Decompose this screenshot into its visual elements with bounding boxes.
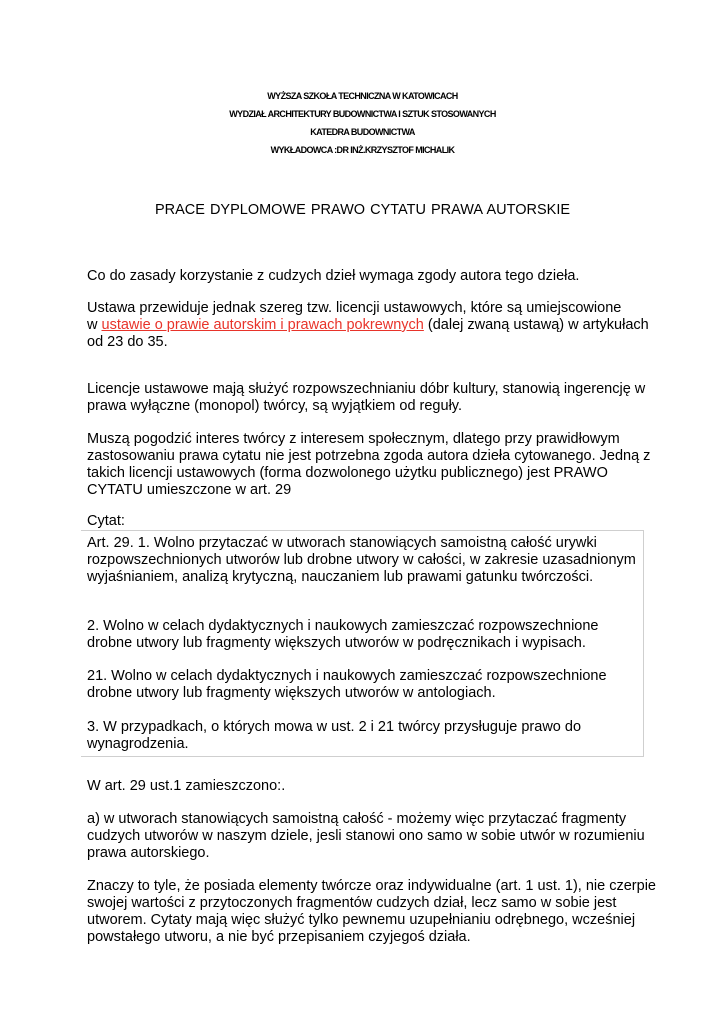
quote-label: Cytat: xyxy=(87,513,125,529)
paragraph-art-29-intro: W art. 29 ust.1 zamieszczono:. xyxy=(87,778,286,794)
paragraph-text: Ustawa przewiduje jednak szereg tzw. licencji ustawowych, które są umiejscowione xyxy=(87,300,622,316)
quote-art-29-2: 2. Wolno w celach dydaktycznych i naukowych zamieszczać rozpowszechnione drobne utwory lub fragmenty większych utworów w podręcznikach i wypisach. xyxy=(87,618,599,651)
paragraph-consent: Co do zasady korzystanie z cudzych dzieł wymaga zgody autora tego dzieła. xyxy=(87,268,580,284)
paragraph-text: (dalej zwaną ustawą) w artykułach od 23 do 35. xyxy=(87,317,649,350)
quote-art-29-21: 21. Wolno w celach dydaktycznych i naukowych zamieszczać rozpowszechnione drobne utwory lub fragmenty większych utworów w antologiach. xyxy=(87,668,607,701)
paragraph-statutory-licences xyxy=(87,300,667,351)
header-university: WYŻSZA SZKOŁA TECHNICZNA W KATOWICACH xyxy=(267,91,458,101)
copyright-act-link[interactable]: ustawie o prawie autorskim i prawach pokrewnych xyxy=(101,317,424,333)
paragraph-public-interest: Muszą pogodzić interes twórcy z interesem społecznym, dlatego przy prawidłowym zastosowaniu prawa cytatu nie jest potrzebna zgoda autora dzieła cytowanego. Jedną z takich licencji ustawowych (forma dozwolonego użytku publicznego) jest PRAWO CYTATU umieszczone w art. 29 xyxy=(87,431,651,498)
document-title: PRACE DYPLOMOWE PRAWO CYTATU PRAWA AUTORSKIE xyxy=(154,202,571,218)
header-department: KATEDRA BUDOWNICTWA xyxy=(310,127,415,137)
quote-art-29-1: Art. 29. 1. Wolno przytaczać w utworach stanowiących samoistną całość urywki rozpowszechnionych utworów lub drobne utwory w całości, w zakresie uzasadnionym wyjaśnianiem, analizą krytyczną, nauczaniem lub prawami gatunku twórczości. xyxy=(87,535,636,585)
paragraph-explanation: Znaczy to tyle, że posiada elementy twórcze oraz indywidualne (art. 1 ust. 1), nie czerpie swojej wartości z przytoczonych fragmentów cudzych dział, lecz samo w sobie jest utworem. Cytaty mają więc służyć tylko pewnemu uzupełnianiu odrębnego, wcześniej powstałego utworu, a nie być przepisaniem czyjegoś działa. xyxy=(87,878,656,945)
quote-art-29-3: 3. W przypadkach, o których mowa w ust. 2 i 21 twórcy przysługuje prawo do wynagrodzenia. xyxy=(87,719,582,752)
paragraph-point-a: a) w utworach stanowiących samoistną całość - możemy więc przytaczać fragmenty cudzych utworów w naszym dziele, jesli stanowi ono samo w sobie utwór w rozumieniu prawa autorskiego. xyxy=(87,811,645,861)
header-lecturer: WYKŁADOWCA :DR INŻ.KRZYSZTOF MICHALIK xyxy=(270,145,455,155)
paragraph-licence-purpose: Licencje ustawowe mają służyć rozpowszechnianiu dóbr kultury, stanowią ingerencję w prawa wyłączne (monopol) twórcy, są wyjątkiem od reguły. xyxy=(87,381,646,414)
paragraph-text: w xyxy=(87,317,102,333)
header-faculty: WYDZIAŁ ARCHITEKTURY BUDOWNICTWA I SZTUK STOSOWANYCH xyxy=(229,109,496,119)
